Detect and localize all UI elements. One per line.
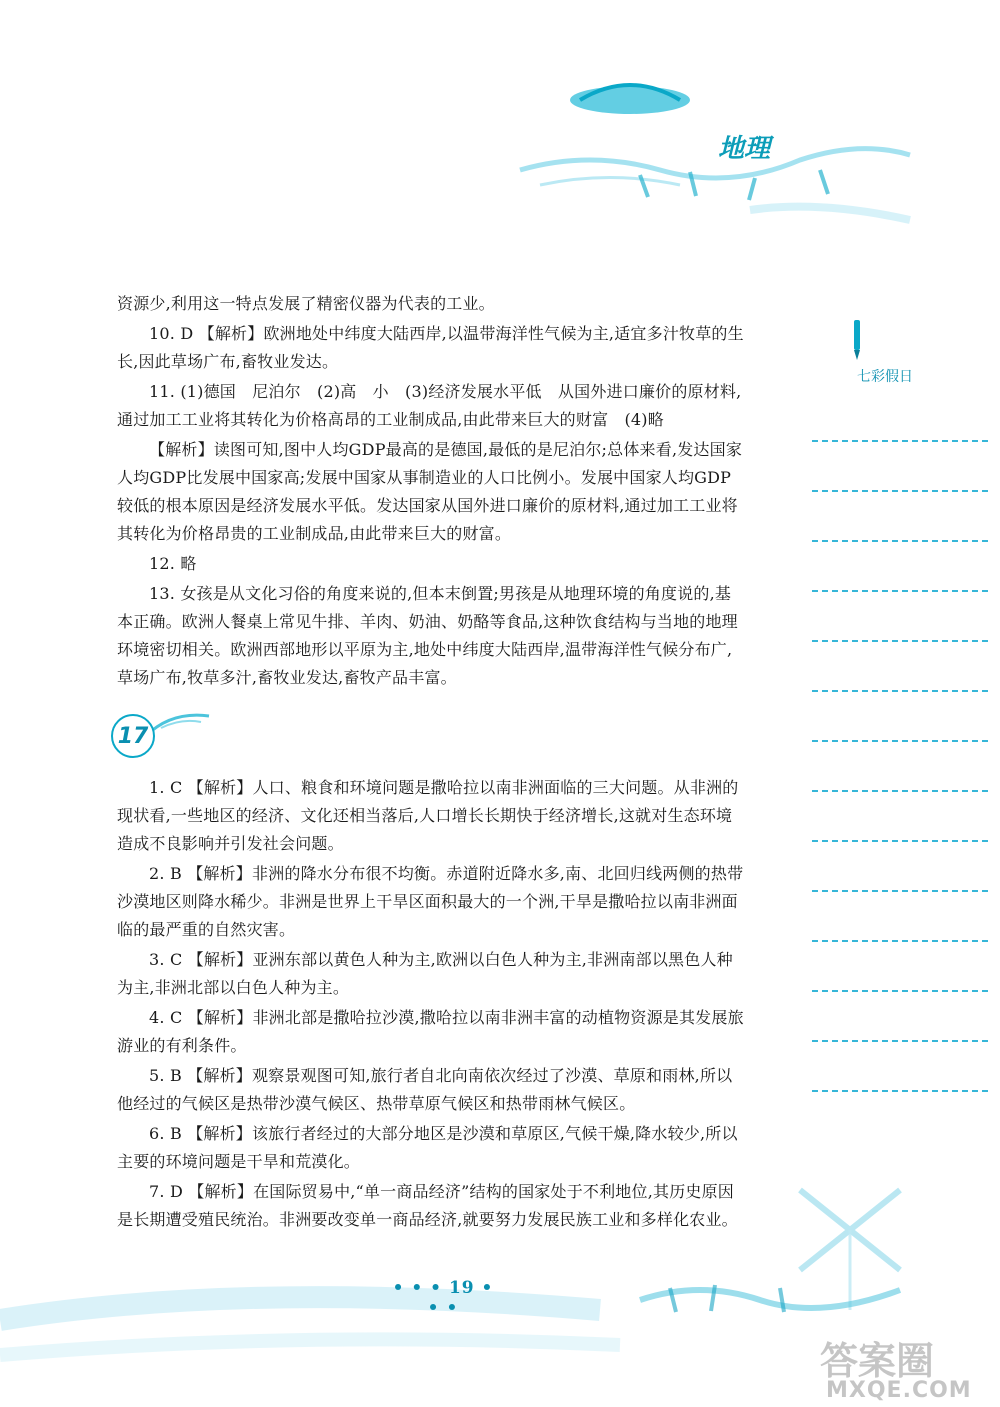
paragraph: 3. C 【解析】亚洲东部以黄色人种为主,欧洲以白色人种为主,非洲南部以黑色人种为主,非洲北部以白色人种为主。 [117,950,733,997]
paragraph: 2. B 【解析】非洲的降水分布很不均衡。赤道附近降水多,南、北回归线两侧的热带沙漠地区则降水稀少。非洲是世界上干旱区面积最大的一个洲,干旱是撒哈拉以南非洲面临的最严重的自然灾害。 [117,864,744,939]
note-line [812,940,988,942]
note-line [812,990,988,992]
note-line [812,1090,988,1092]
note-line [812,890,988,892]
paragraph: 12. 略 [149,554,197,573]
subject-title: 地理 [718,134,771,164]
note-line [812,540,988,542]
note-line [812,1040,988,1042]
note-line [812,640,988,642]
paragraph: 1. C 【解析】人口、粮食和环境问题是撒哈拉以南非洲面临的三大问题。从非洲的现状看,一些地区的经济、文化还相当落后,人口增长长期快于经济增长,这就对生态环境造成不良影响并引发社会问题。 [117,778,739,853]
paragraph: 5. B 【解析】观察景观图可知,旅行者自北向南依次经过了沙漠、草原和雨林,所以他经过的气候区是热带沙漠气候区、热带草原气候区和热带雨林气候区。 [117,1066,733,1113]
note-line [812,590,988,592]
paragraph: 13. 女孩是从文化习俗的角度来说的,但本末倒置;男孩是从地理环境的角度说的,基本正确。欧洲人餐桌上常见牛排、羊肉、奶油、奶酪等食品,这种饮食结构与当地的地理环境密切相关。欧洲西部地形以平原为主,地处中纬度大陆西岸,温带海洋性气候分布广,草场广布,牧草多汁,畜牧业发达,畜牧产品丰富。 [117,584,738,687]
header-decoration [500,60,920,230]
paragraph: 4. C 【解析】非洲北部是撒哈拉沙漠,撒哈拉以南非洲丰富的动植物资源是其发展旅游业的有利条件。 [117,1008,744,1055]
paragraph: 资源少,利用这一特点发展了精密仪器为代表的工业。 [117,294,495,313]
paragraph: 6. B 【解析】该旅行者经过的大部分地区是沙漠和草原区,气候干燥,降水较少,所以主要的环境问题是干旱和荒漠化。 [117,1124,738,1171]
paragraph: 【解析】读图可知,图中人均GDP最高的是德国,最低的是尼泊尔;总体来看,发达国家人均GDP比发展中国家高;发展中国家从事制造业的人口比例小。发展中国家人均GDP较低的根本原因是经济发展水平低。发达国家从国外进口廉价的原材料,通过加工工业将其转化为价格昂贵的工业制成品,由此带来巨大的财富。 [117,440,743,543]
note-lines [812,440,992,1140]
page-number: • • • 19 • • • [392,1278,494,1318]
note-line [812,490,988,492]
watermark-url: MXQE.COM [826,1378,972,1403]
note-line [812,740,988,742]
note-line [812,790,988,792]
paragraph: 10. D 【解析】欧洲地处中纬度大陆西岸,以温带海洋性气候为主,适宜多汁牧草的生长,因此草场广布,畜牧业发达。 [117,324,744,371]
paragraph: 11. (1)德国 尼泊尔 (2)高 小 (3)经济发展水平低 从国外进口廉价的原材料,通过加工工业将其转化为价格高昂的工业制成品,由此带来巨大的财富 (4)略 [117,382,742,429]
paragraph: 7. D 【解析】在国际贸易中,“单一商品经济”结构的国家处于不利地位,其历史原因是长期遭受殖民统治。非洲要改变单一商品经济,就要努力发展民族工业和多样化农业。 [117,1182,738,1229]
watermark: 答案圈 [820,1339,935,1383]
brand-label: 七彩假日 [857,369,913,385]
section-badge [111,706,747,766]
note-line [812,840,988,842]
section-number: 17 [111,714,155,758]
note-line [812,440,988,442]
main-content [117,290,747,1236]
note-line [812,690,988,692]
pen-icon [849,320,865,362]
